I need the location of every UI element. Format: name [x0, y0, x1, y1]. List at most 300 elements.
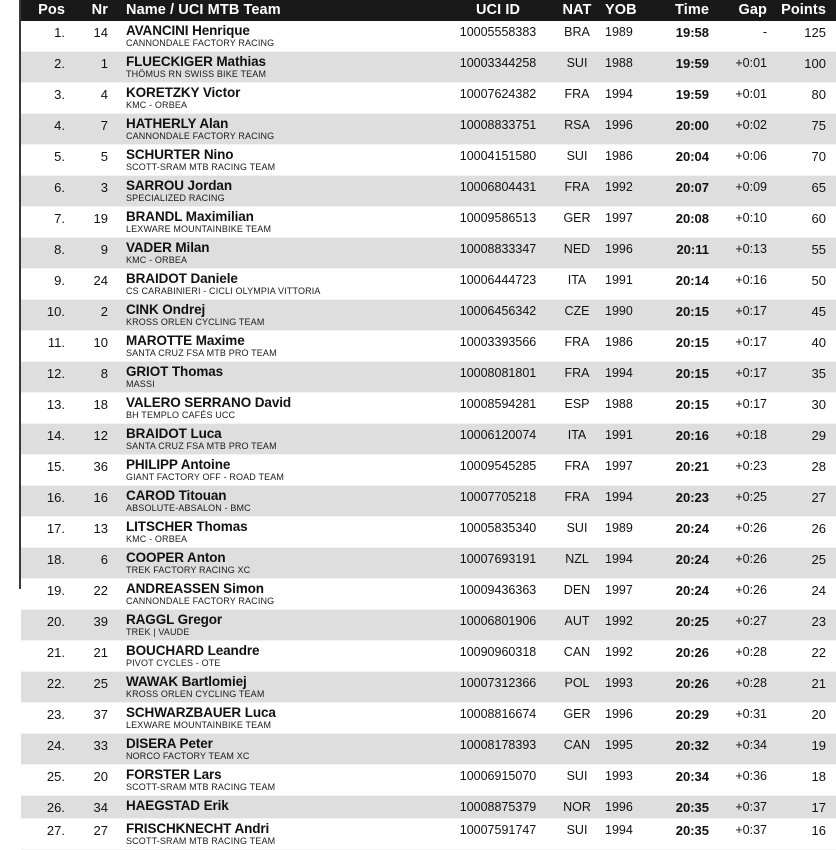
cell-points-value: 125: [804, 25, 826, 40]
rider-team: SANTA CRUZ FSA MTB PRO TEAM: [126, 441, 277, 451]
cell-position: [21, 610, 72, 641]
cell-uci-id-value: 10009436363: [459, 583, 537, 597]
cell-position: [21, 362, 72, 393]
cell-gap-value: +0:28: [735, 645, 767, 659]
cell-number: [72, 114, 116, 145]
cell-time-value: 20:04: [675, 149, 709, 164]
table-row[interactable]: [21, 548, 836, 579]
cell-nationality-value: SUI: [566, 769, 588, 783]
cell-position: [21, 734, 72, 765]
cell-number-value: 19: [93, 211, 108, 226]
cell-nationality-value: GER: [563, 211, 591, 225]
table-header-row: [21, 0, 836, 21]
cell-time: [653, 486, 713, 517]
column-header-time[interactable]: Time: [675, 2, 709, 18]
cell-rider[interactable]: [116, 114, 444, 145]
cell-time: [653, 207, 713, 238]
cell-nationality-value: GER: [563, 707, 591, 721]
rider-name: SARROU Jordan: [126, 178, 232, 193]
column-header-name[interactable]: Name / UCI MTB Team: [126, 2, 281, 18]
cell-uci-id: [444, 83, 552, 114]
cell-gap: [713, 362, 772, 393]
cell-rider[interactable]: [116, 331, 444, 362]
cell-uci-id: [444, 486, 552, 517]
cell-position-value: 11.: [47, 335, 65, 350]
column-header-pos[interactable]: Pos: [38, 2, 65, 18]
table-row[interactable]: [21, 52, 836, 83]
rider-name: WAWAK Bartlomiej: [126, 674, 247, 689]
cell-year-of-birth-value: 1995: [605, 738, 633, 752]
cell-position: [21, 548, 72, 579]
cell-year-of-birth-value: 1994: [605, 552, 633, 566]
cell-number-value: 9: [100, 242, 108, 257]
rider-team: BH TEMPLO CAFÉS UCC: [126, 410, 236, 420]
cell-uci-id: [444, 331, 552, 362]
cell-time: [653, 300, 713, 331]
cell-uci-id: [444, 362, 552, 393]
cell-time: [653, 21, 713, 52]
cell-points-value: 23: [811, 614, 826, 629]
cell-nationality-value: CAN: [563, 645, 591, 659]
cell-year-of-birth-value: 1990: [605, 304, 633, 318]
cell-points-value: 16: [811, 823, 826, 838]
cell-number-value: 4: [100, 87, 108, 102]
cell-time-value: 20:23: [675, 490, 709, 505]
cell-year-of-birth-value: 1994: [605, 366, 633, 380]
cell-gap-value: +0:26: [735, 552, 767, 566]
table-row[interactable]: [21, 114, 836, 145]
cell-rider[interactable]: [116, 424, 444, 455]
cell-nationality-value: CAN: [563, 738, 591, 752]
cell-points-value: 28: [811, 459, 826, 474]
cell-number-value: 37: [93, 707, 108, 722]
cell-uci-id-value: 10006444723: [459, 273, 537, 287]
cell-rider[interactable]: [116, 517, 444, 548]
table-row[interactable]: [21, 83, 836, 114]
rider-name: KORETZKY Victor: [126, 85, 241, 100]
rider-team: KROSS ORLEN CYCLING TEAM: [126, 317, 265, 327]
cell-number-value: 18: [93, 397, 108, 412]
cell-time: [653, 269, 713, 300]
cell-uci-id-value: 10007312366: [459, 676, 537, 690]
cell-time: [653, 83, 713, 114]
cell-points-value: 65: [811, 180, 826, 195]
table-row[interactable]: [21, 455, 836, 486]
cell-rider[interactable]: [116, 362, 444, 393]
cell-time-value: 20:00: [675, 118, 709, 133]
cell-nationality: [552, 238, 602, 269]
cell-gap-value: +0:27: [735, 614, 767, 628]
cell-points: [772, 819, 836, 850]
cell-gap: [713, 734, 772, 765]
table-row[interactable]: [21, 145, 836, 176]
cell-rider[interactable]: [116, 52, 444, 83]
cell-points-value: 50: [811, 273, 826, 288]
cell-points-value: 25: [811, 552, 826, 567]
cell-rider[interactable]: [116, 269, 444, 300]
rider-team: KMC - ORBEA: [126, 100, 188, 110]
table-row[interactable]: [21, 269, 836, 300]
cell-uci-id: [444, 672, 552, 703]
cell-points: [772, 672, 836, 703]
cell-gap-value: +0:01: [735, 56, 767, 70]
cell-nationality-value: FRA: [564, 366, 590, 380]
cell-uci-id-value: 10008816674: [459, 707, 537, 721]
table-row[interactable]: [21, 579, 836, 610]
cell-uci-id-value: 10007705218: [459, 490, 537, 504]
table-row[interactable]: [21, 486, 836, 517]
cell-position-value: 14.: [46, 428, 65, 443]
cell-number-value: 2: [100, 304, 108, 319]
cell-gap: [713, 331, 772, 362]
cell-position: [21, 455, 72, 486]
cell-rider[interactable]: [116, 207, 444, 238]
cell-position: [21, 486, 72, 517]
table-row[interactable]: [21, 331, 836, 362]
rider-name: FRISCHKNECHT Andri: [126, 821, 270, 836]
table-row[interactable]: [21, 393, 836, 424]
cell-rider[interactable]: [116, 672, 444, 703]
cell-nationality: [552, 641, 602, 672]
table-row[interactable]: [21, 796, 836, 819]
cell-rider[interactable]: [116, 796, 444, 819]
cell-gap: [713, 455, 772, 486]
cell-number-value: 34: [93, 800, 108, 815]
cell-uci-id-value: 10003393566: [459, 335, 537, 349]
rider-team: [126, 813, 444, 815]
cell-position-value: 6.: [54, 180, 65, 195]
cell-year-of-birth: [602, 672, 653, 703]
cell-position-value: 17.: [46, 521, 65, 536]
cell-nationality-value: AUT: [564, 614, 590, 628]
cell-uci-id-value: 10004151580: [459, 149, 537, 163]
cell-time: [653, 819, 713, 850]
rider-name: LITSCHER Thomas: [126, 519, 248, 534]
cell-nationality: [552, 269, 602, 300]
cell-number-value: 1: [100, 56, 108, 71]
race-results-table: [21, 0, 836, 850]
cell-points: [772, 486, 836, 517]
cell-nationality-value: FRA: [564, 180, 590, 194]
cell-year-of-birth: [602, 610, 653, 641]
cell-gap-value: +0:16: [735, 273, 767, 287]
cell-points: [772, 548, 836, 579]
cell-year-of-birth: [602, 819, 653, 850]
cell-year-of-birth: [602, 269, 653, 300]
cell-uci-id: [444, 300, 552, 331]
cell-nationality: [552, 703, 602, 734]
cell-gap: [713, 21, 772, 52]
cell-year-of-birth: [602, 641, 653, 672]
cell-gap-value: +0:13: [735, 242, 767, 256]
table-row[interactable]: [21, 21, 836, 52]
cell-time: [653, 238, 713, 269]
cell-rider[interactable]: [116, 819, 444, 850]
cell-uci-id-value: 10006801906: [459, 614, 537, 628]
cell-gap-value: +0:17: [735, 304, 767, 318]
cell-year-of-birth-value: 1997: [605, 459, 633, 473]
cell-position: [21, 207, 72, 238]
cell-uci-id-value: 10006456342: [459, 304, 537, 318]
cell-rider[interactable]: [116, 83, 444, 114]
cell-number: [72, 703, 116, 734]
cell-position: [21, 145, 72, 176]
cell-rider[interactable]: [116, 579, 444, 610]
rider-team: SCOTT-SRAM MTB RACING TEAM: [126, 162, 276, 172]
cell-rider[interactable]: [116, 455, 444, 486]
table-row[interactable]: [21, 765, 836, 796]
table-row[interactable]: [21, 176, 836, 207]
cell-gap-value: +0:37: [735, 800, 767, 814]
cell-nationality-value: SUI: [566, 56, 588, 70]
cell-number: [72, 610, 116, 641]
rider-team: SCOTT-SRAM MTB RACING TEAM: [126, 836, 276, 846]
cell-points: [772, 517, 836, 548]
table-row[interactable]: [21, 300, 836, 331]
cell-time-value: 20:29: [675, 707, 709, 722]
table-row[interactable]: [21, 610, 836, 641]
cell-number-value: 13: [93, 521, 108, 536]
cell-time-value: 20:11: [676, 242, 709, 257]
cell-year-of-birth-value: 1991: [605, 428, 633, 442]
cell-uci-id-value: 10008833751: [459, 118, 537, 132]
cell-uci-id-value: 10009545285: [459, 459, 537, 473]
rider-name: FORSTER Lars: [126, 767, 222, 782]
cell-gap-value: +0:28: [735, 676, 767, 690]
cell-position: [21, 393, 72, 424]
cell-gap: [713, 83, 772, 114]
table-row[interactable]: [21, 207, 836, 238]
column-header-nr[interactable]: Nr: [91, 2, 108, 18]
cell-nationality-value: NOR: [563, 800, 591, 814]
cell-number-value: 39: [93, 614, 108, 629]
cell-year-of-birth-value: 1997: [605, 211, 633, 225]
column-header-uci-id[interactable]: UCI ID: [475, 2, 521, 18]
cell-nationality: [552, 300, 602, 331]
cell-points-value: 22: [811, 645, 826, 660]
cell-points-value: 18: [811, 769, 826, 784]
cell-points: [772, 52, 836, 83]
rider-name: HAEGSTAD Erik: [126, 798, 229, 813]
cell-gap-value: +0:34: [735, 738, 767, 752]
cell-rider[interactable]: [116, 300, 444, 331]
cell-uci-id-value: 10005835340: [459, 521, 537, 535]
cell-number: [72, 393, 116, 424]
rider-name: ANDREASSEN Simon: [126, 581, 264, 596]
cell-uci-id-value: 10008081801: [459, 366, 537, 380]
cell-gap-value: +0:36: [735, 769, 767, 783]
cell-nationality: [552, 672, 602, 703]
cell-nationality-value: ITA: [567, 428, 587, 442]
cell-position-value: 24.: [46, 738, 65, 753]
cell-rider[interactable]: [116, 548, 444, 579]
cell-points: [772, 579, 836, 610]
cell-rider[interactable]: [116, 734, 444, 765]
cell-uci-id: [444, 424, 552, 455]
table-row[interactable]: [21, 238, 836, 269]
rider-team: CS CARABINIERI - CICLI OLYMPIA VITTORIA: [126, 286, 321, 296]
cell-gap: [713, 486, 772, 517]
cell-position: [21, 672, 72, 703]
cell-number-value: 14: [93, 25, 108, 40]
cell-uci-id: [444, 207, 552, 238]
cell-position-value: 16.: [46, 490, 65, 505]
cell-number-value: 24: [93, 273, 108, 288]
cell-number: [72, 579, 116, 610]
rider-team: SCOTT-SRAM MTB RACING TEAM: [126, 782, 276, 792]
cell-nationality: [552, 610, 602, 641]
cell-rider[interactable]: [116, 486, 444, 517]
cell-points-value: 21: [811, 676, 826, 691]
cell-points: [772, 300, 836, 331]
cell-rider[interactable]: [116, 176, 444, 207]
rider-team: PIVOT CYCLES - OTE: [126, 658, 221, 668]
table-row[interactable]: [21, 362, 836, 393]
table-row[interactable]: [21, 672, 836, 703]
cell-rider[interactable]: [116, 238, 444, 269]
rider-team: TREK | VAUDE: [126, 627, 190, 637]
cell-points-value: 29: [811, 428, 826, 443]
cell-nationality: [552, 455, 602, 486]
table-row[interactable]: [21, 703, 836, 734]
cell-nationality-value: FRA: [564, 335, 590, 349]
cell-time: [653, 641, 713, 672]
rider-team: MASSI: [126, 379, 155, 389]
cell-points: [772, 238, 836, 269]
cell-uci-id-value: 10006915070: [459, 769, 537, 783]
column-header-nat[interactable]: NAT: [562, 2, 592, 18]
cell-position-value: 10.: [46, 304, 65, 319]
cell-uci-id: [444, 703, 552, 734]
cell-nationality-value: DEN: [563, 583, 591, 597]
cell-number: [72, 486, 116, 517]
rider-name: FLUECKIGER Mathias: [126, 54, 266, 69]
cell-time: [653, 703, 713, 734]
cell-rider[interactable]: [116, 610, 444, 641]
cell-gap: [713, 641, 772, 672]
rider-name: DISERA Peter: [126, 736, 213, 751]
cell-number-value: 6: [100, 552, 108, 567]
column-header-points[interactable]: Points: [781, 2, 826, 18]
cell-time: [653, 672, 713, 703]
cell-gap: [713, 579, 772, 610]
cell-nationality-value: ESP: [564, 397, 590, 411]
column-header-gap[interactable]: Gap: [738, 2, 767, 18]
cell-gap: [713, 176, 772, 207]
cell-time-value: 20:16: [675, 428, 709, 443]
cell-rider[interactable]: [116, 145, 444, 176]
cell-position: [21, 269, 72, 300]
cell-position: [21, 114, 72, 145]
cell-nationality-value: RSA: [564, 118, 590, 132]
cell-position: [21, 703, 72, 734]
column-header-yob[interactable]: YOB: [605, 2, 637, 18]
cell-number: [72, 734, 116, 765]
cell-time-value: 20:34: [675, 769, 709, 784]
rider-team: CANNONDALE FACTORY RACING: [126, 131, 275, 141]
cell-gap-value: +0:25: [735, 490, 767, 504]
cell-rider[interactable]: [116, 641, 444, 672]
cell-number-value: 27: [93, 823, 108, 838]
cell-gap: [713, 610, 772, 641]
cell-time: [653, 548, 713, 579]
rider-team: THÖMUS RN SWISS BIKE TEAM: [126, 69, 267, 79]
cell-position-value: 9.: [54, 273, 65, 288]
cell-number: [72, 145, 116, 176]
cell-position: [21, 176, 72, 207]
cell-points-value: 30: [811, 397, 826, 412]
cell-position: [21, 819, 72, 850]
cell-gap: [713, 269, 772, 300]
table-row[interactable]: [21, 424, 836, 455]
cell-gap-value: +0:23: [735, 459, 767, 473]
cell-gap: [713, 300, 772, 331]
cell-uci-id-value: 10005558383: [459, 25, 537, 39]
cell-number: [72, 238, 116, 269]
cell-points: [772, 610, 836, 641]
cell-rider[interactable]: [116, 21, 444, 52]
cell-time-value: 20:35: [675, 800, 709, 815]
cell-points: [772, 331, 836, 362]
cell-gap-value: +0:18: [735, 428, 767, 442]
cell-year-of-birth: [602, 83, 653, 114]
cell-year-of-birth-value: 1996: [605, 242, 633, 256]
cell-position-value: 3.: [54, 87, 65, 102]
cell-points: [772, 734, 836, 765]
cell-gap-value: +0:10: [735, 211, 767, 225]
cell-year-of-birth-value: 1992: [605, 614, 633, 628]
table-row[interactable]: [21, 734, 836, 765]
cell-nationality-value: FRA: [564, 87, 590, 101]
cell-uci-id-value: 10007693191: [459, 552, 537, 566]
cell-time-value: 19:59: [675, 56, 709, 71]
cell-rider[interactable]: [116, 393, 444, 424]
cell-points: [772, 83, 836, 114]
cell-gap-value: +0:17: [735, 335, 767, 349]
cell-gap: [713, 548, 772, 579]
cell-nationality: [552, 796, 602, 819]
cell-number: [72, 796, 116, 819]
cell-uci-id: [444, 517, 552, 548]
rider-team: KROSS ORLEN CYCLING TEAM: [126, 689, 265, 699]
cell-points: [772, 21, 836, 52]
cell-gap-value: +0:06: [735, 149, 767, 163]
cell-time: [653, 796, 713, 819]
cell-uci-id-value: 10090960318: [459, 645, 537, 659]
table-row[interactable]: [21, 641, 836, 672]
cell-year-of-birth: [602, 734, 653, 765]
cell-number: [72, 548, 116, 579]
table-row[interactable]: [21, 819, 836, 850]
table-row[interactable]: [21, 517, 836, 548]
cell-number: [72, 207, 116, 238]
cell-time: [653, 52, 713, 83]
cell-time: [653, 579, 713, 610]
cell-rider[interactable]: [116, 765, 444, 796]
rider-team: KMC - ORBEA: [126, 255, 188, 265]
cell-nationality: [552, 393, 602, 424]
cell-number: [72, 300, 116, 331]
cell-points-value: 100: [804, 56, 826, 71]
cell-position-value: 12.: [46, 366, 65, 381]
cell-rider[interactable]: [116, 703, 444, 734]
cell-points-value: 35: [811, 366, 826, 381]
rider-name: VADER Milan: [126, 240, 210, 255]
cell-year-of-birth: [602, 455, 653, 486]
cell-time: [653, 362, 713, 393]
cell-position-value: 1.: [54, 25, 65, 40]
cell-uci-id: [444, 765, 552, 796]
